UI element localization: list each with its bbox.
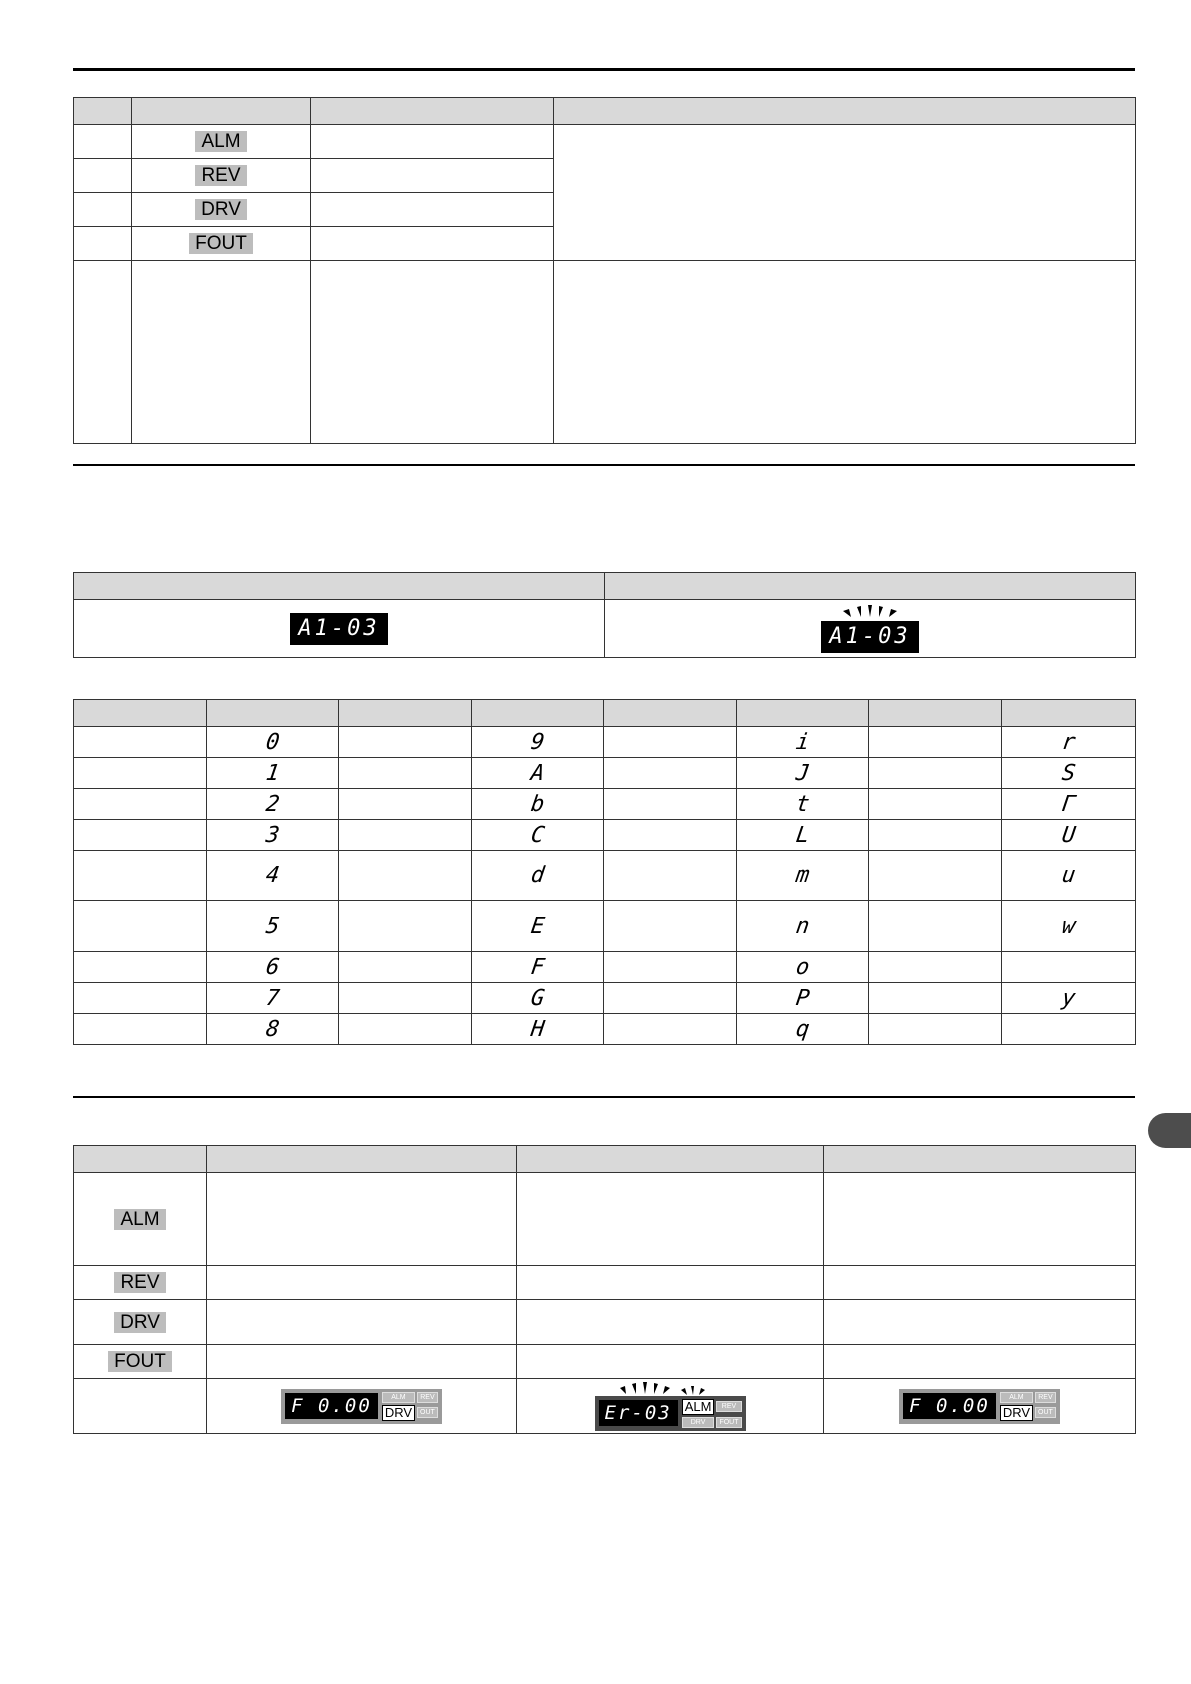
table-row — [74, 952, 1136, 983]
table-row — [74, 125, 1136, 159]
seg-char: A — [529, 760, 546, 786]
seg-char: 0 — [264, 729, 281, 755]
led-out: OUT — [417, 1407, 438, 1418]
panel-leds — [382, 1392, 438, 1421]
table-row — [74, 820, 1136, 851]
seg-char: 7 — [264, 985, 281, 1011]
seg-char: n — [794, 913, 811, 939]
operator-panel — [281, 1389, 442, 1424]
normal-display: A1-03 — [290, 613, 387, 645]
led-fout: FOUT — [716, 1417, 741, 1428]
table-header-row — [74, 1146, 1136, 1173]
panel-leds — [682, 1399, 742, 1428]
seg-char: S — [1060, 760, 1077, 786]
section-rule — [73, 464, 1135, 466]
panel-leds — [1000, 1392, 1056, 1421]
table-row — [74, 758, 1136, 789]
led-alm: ALM — [382, 1392, 415, 1403]
operator-panel — [899, 1389, 1060, 1424]
section-rule — [73, 1096, 1135, 1098]
led-drv: DRV — [1000, 1405, 1033, 1421]
seg-char: C — [529, 822, 546, 848]
rev-indicator: REV — [114, 1272, 165, 1293]
seg-char: Γ — [1060, 791, 1077, 817]
seg-char: H — [529, 1016, 546, 1042]
flash-rays-icon — [835, 605, 905, 621]
seg-char: J — [794, 760, 811, 786]
seg-char: 4 — [264, 863, 281, 888]
table-row — [74, 727, 1136, 758]
table-row — [74, 1014, 1136, 1045]
seg-char: 8 — [264, 1016, 281, 1042]
seg-char: 2 — [264, 791, 281, 817]
seg-char: F — [529, 954, 546, 980]
panel-display: F 0.00 — [285, 1393, 378, 1419]
table-row — [74, 1345, 1136, 1379]
seg-char: U — [1060, 822, 1077, 848]
table-row — [74, 1379, 1136, 1434]
seg-char: 5 — [264, 913, 281, 939]
led-alm: ALM — [1000, 1392, 1033, 1403]
led-rev: REV — [417, 1392, 438, 1403]
alm-indicator: ALM — [195, 131, 246, 152]
character-table — [73, 699, 1136, 1045]
led-rev: REV — [716, 1401, 741, 1412]
fout-indicator: FOUT — [189, 233, 253, 254]
panel-display: F 0.00 — [903, 1393, 996, 1419]
led-drv: DRV — [382, 1405, 415, 1421]
seg-char: o — [794, 954, 811, 980]
seg-char: t — [794, 791, 811, 817]
table-header-row — [74, 573, 1136, 600]
seg-char: d — [529, 863, 546, 888]
seg-char: m — [794, 863, 811, 888]
display-table — [73, 572, 1136, 658]
table-row — [74, 901, 1136, 952]
flash-rays-icon — [595, 1382, 735, 1396]
panel-display: Er-03 — [599, 1400, 678, 1426]
seg-char: r — [1060, 729, 1077, 755]
flashing-display-wrap — [821, 605, 918, 653]
seg-char: 9 — [529, 729, 546, 755]
led-alm: ALM — [682, 1399, 715, 1415]
indicator-table — [73, 97, 1136, 444]
table-row — [74, 261, 1136, 444]
flashing-display: A1-03 — [821, 621, 918, 653]
seg-char: G — [529, 985, 546, 1011]
seg-char: y — [1060, 985, 1077, 1011]
seg-char: P — [794, 985, 811, 1011]
rev-indicator: REV — [195, 165, 246, 186]
seg-char: q — [794, 1016, 811, 1042]
seg-char: i — [794, 729, 811, 755]
top-rule — [73, 68, 1135, 71]
seg-char: L — [794, 822, 811, 848]
table-header-row — [74, 700, 1136, 727]
drv-indicator: DRV — [114, 1312, 166, 1333]
alm-indicator: ALM — [114, 1209, 165, 1230]
seg-char: 1 — [264, 760, 281, 786]
seg-char: E — [529, 913, 546, 939]
section-tab — [1148, 1113, 1191, 1148]
drv-indicator: DRV — [195, 199, 247, 220]
table-row — [74, 1266, 1136, 1300]
table-row — [74, 983, 1136, 1014]
table-row — [74, 600, 1136, 658]
table-row — [74, 851, 1136, 901]
seg-char: b — [529, 791, 546, 817]
led-drv: DRV — [682, 1417, 715, 1428]
led-rev: REV — [1035, 1392, 1056, 1403]
operator-panel — [595, 1396, 746, 1431]
table-row — [74, 1300, 1136, 1345]
seg-char: 6 — [264, 954, 281, 980]
seg-char: w — [1060, 913, 1077, 939]
table-row — [74, 1173, 1136, 1266]
fout-indicator: FOUT — [108, 1351, 172, 1372]
table-header-row — [74, 98, 1136, 125]
led-status-table — [73, 1145, 1136, 1434]
seg-char: 3 — [264, 822, 281, 848]
flashing-panel-wrap — [595, 1382, 746, 1431]
seg-char: u — [1060, 863, 1077, 888]
table-row — [74, 789, 1136, 820]
led-out: OUT — [1035, 1407, 1056, 1418]
